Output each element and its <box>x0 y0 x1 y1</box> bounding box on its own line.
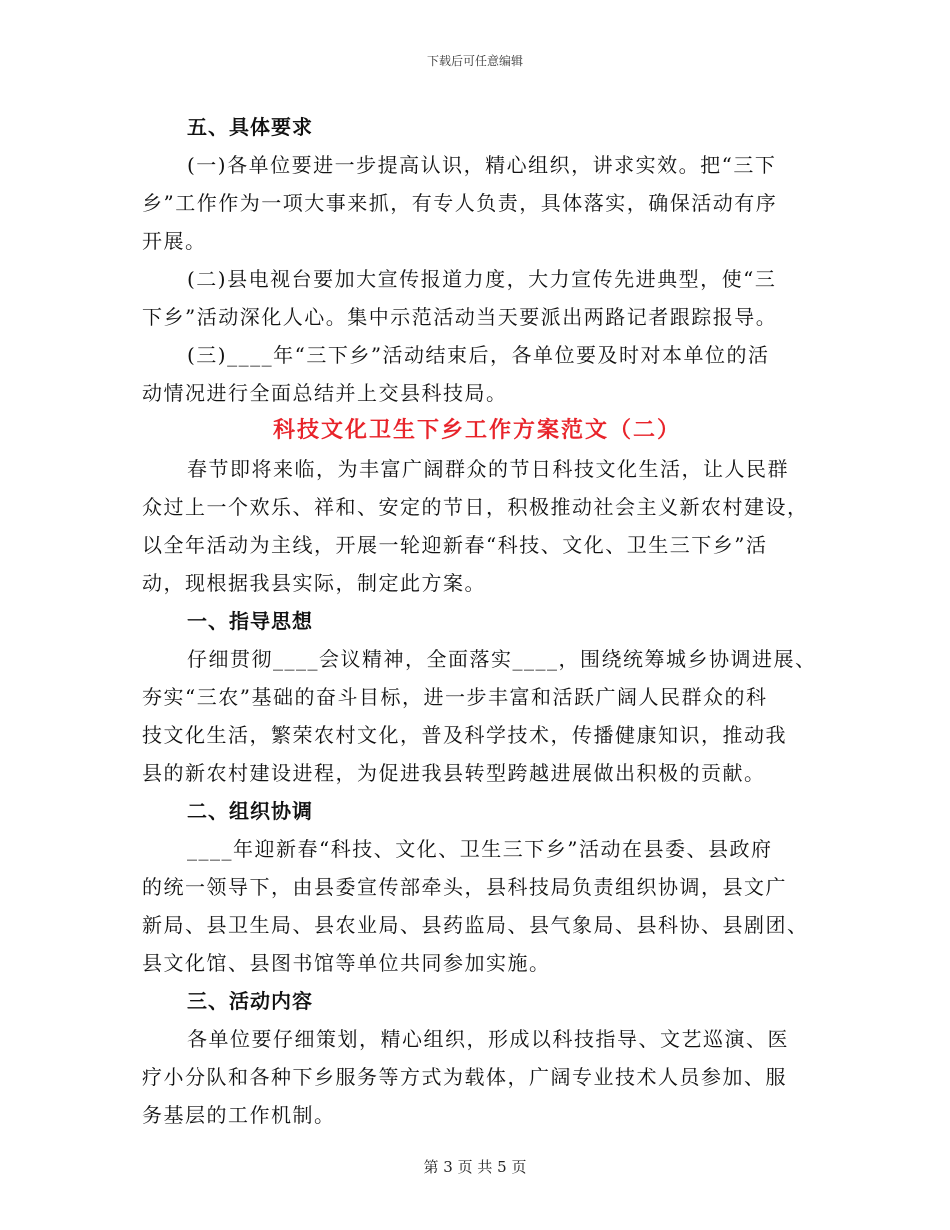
section-heading: 三、活动内容 <box>187 989 313 1013</box>
paragraph-line: 新局、县卫生局、县农业局、县药监局、县气象局、县科协、县剧团、 <box>142 913 809 937</box>
paragraph-line: (二)县电视台要加大宣传报道力度，大力宣传先进典型，使“三 <box>187 267 777 291</box>
section-heading: 五、具体要求 <box>187 115 313 139</box>
paragraph-line: 疗小分队和各种下乡服务等方式为载体，广阔专业技术人员参加、服 <box>142 1065 787 1089</box>
paragraph-line: 乡”工作作为一项大事来抓，有专人负责，具体落实，确保活动有序 <box>142 191 778 215</box>
page-number: 第 3 页 共 5 页 <box>423 1158 527 1176</box>
document-body <box>142 108 817 1134</box>
paragraph-line: 动情况进行全面总结并上交县科技局。 <box>142 381 508 405</box>
paragraph-line: 以全年活动为主线，开展一轮迎新春“科技、文化、卫生三下乡”活 <box>142 533 768 557</box>
paragraph-line: 务基层的工作机制。 <box>142 1103 336 1127</box>
paragraph-line: 众过上一个欢乐、祥和、安定的节日，积极推动社会主义新农村建设， <box>142 495 809 519</box>
paragraph-line: 县的新农村建设进程，为促进我县转型跨越进展做出积极的贡献。 <box>142 761 766 785</box>
paragraph-line: 县文化馆、县图书馆等单位共同参加实施。 <box>142 951 551 975</box>
paragraph-line: 动，现根据我县实际，制定此方案。 <box>142 571 486 595</box>
paragraph-line: 技文化生活，繁荣农村文化，普及科学技术，传播健康知识，推动我 <box>142 723 787 747</box>
paragraph-line: 夯实“三农”基础的奋斗目标，进一步丰富和活跃广阔人民群众的科 <box>142 685 768 709</box>
section-heading: 一、指导思想 <box>187 609 313 633</box>
paragraph-line: 仔细贯彻____会议精神，全面落实____，围绕统筹城乡协调进展、 <box>187 647 817 671</box>
paragraph-line: (一)各单位要进一步提高认识，精心组织，讲求实效。把“三下 <box>187 153 777 177</box>
paragraph-line: 各单位要仔细策划，精心组织，形成以科技指导、文艺巡演、医 <box>187 1027 789 1051</box>
paragraph-line: 开展。 <box>142 229 207 253</box>
page-header: 下载后可任意编辑 <box>426 54 523 68</box>
paragraph-line: 春节即将来临，为丰富广阔群众的节日科技文化生活，让人民群 <box>187 457 789 481</box>
section-heading: 二、组织协调 <box>187 799 313 823</box>
paragraph-line: (三)____年“三下乡”活动结束后，各单位要及时对本单位的活 <box>187 343 770 367</box>
paragraph-line: ____年迎新春“科技、文化、卫生三下乡”活动在县委、县政府 <box>187 837 773 861</box>
paragraph-line: 的统一领导下，由县委宣传部牵头，县科技局负责组织协调，县文广 <box>142 875 787 899</box>
paragraph-line: 下乡”活动深化人心。集中示范活动当天要派出两路记者跟踪报导。 <box>142 305 778 329</box>
document-title: 科技文化卫生下乡工作方案范文（二） <box>272 418 681 443</box>
